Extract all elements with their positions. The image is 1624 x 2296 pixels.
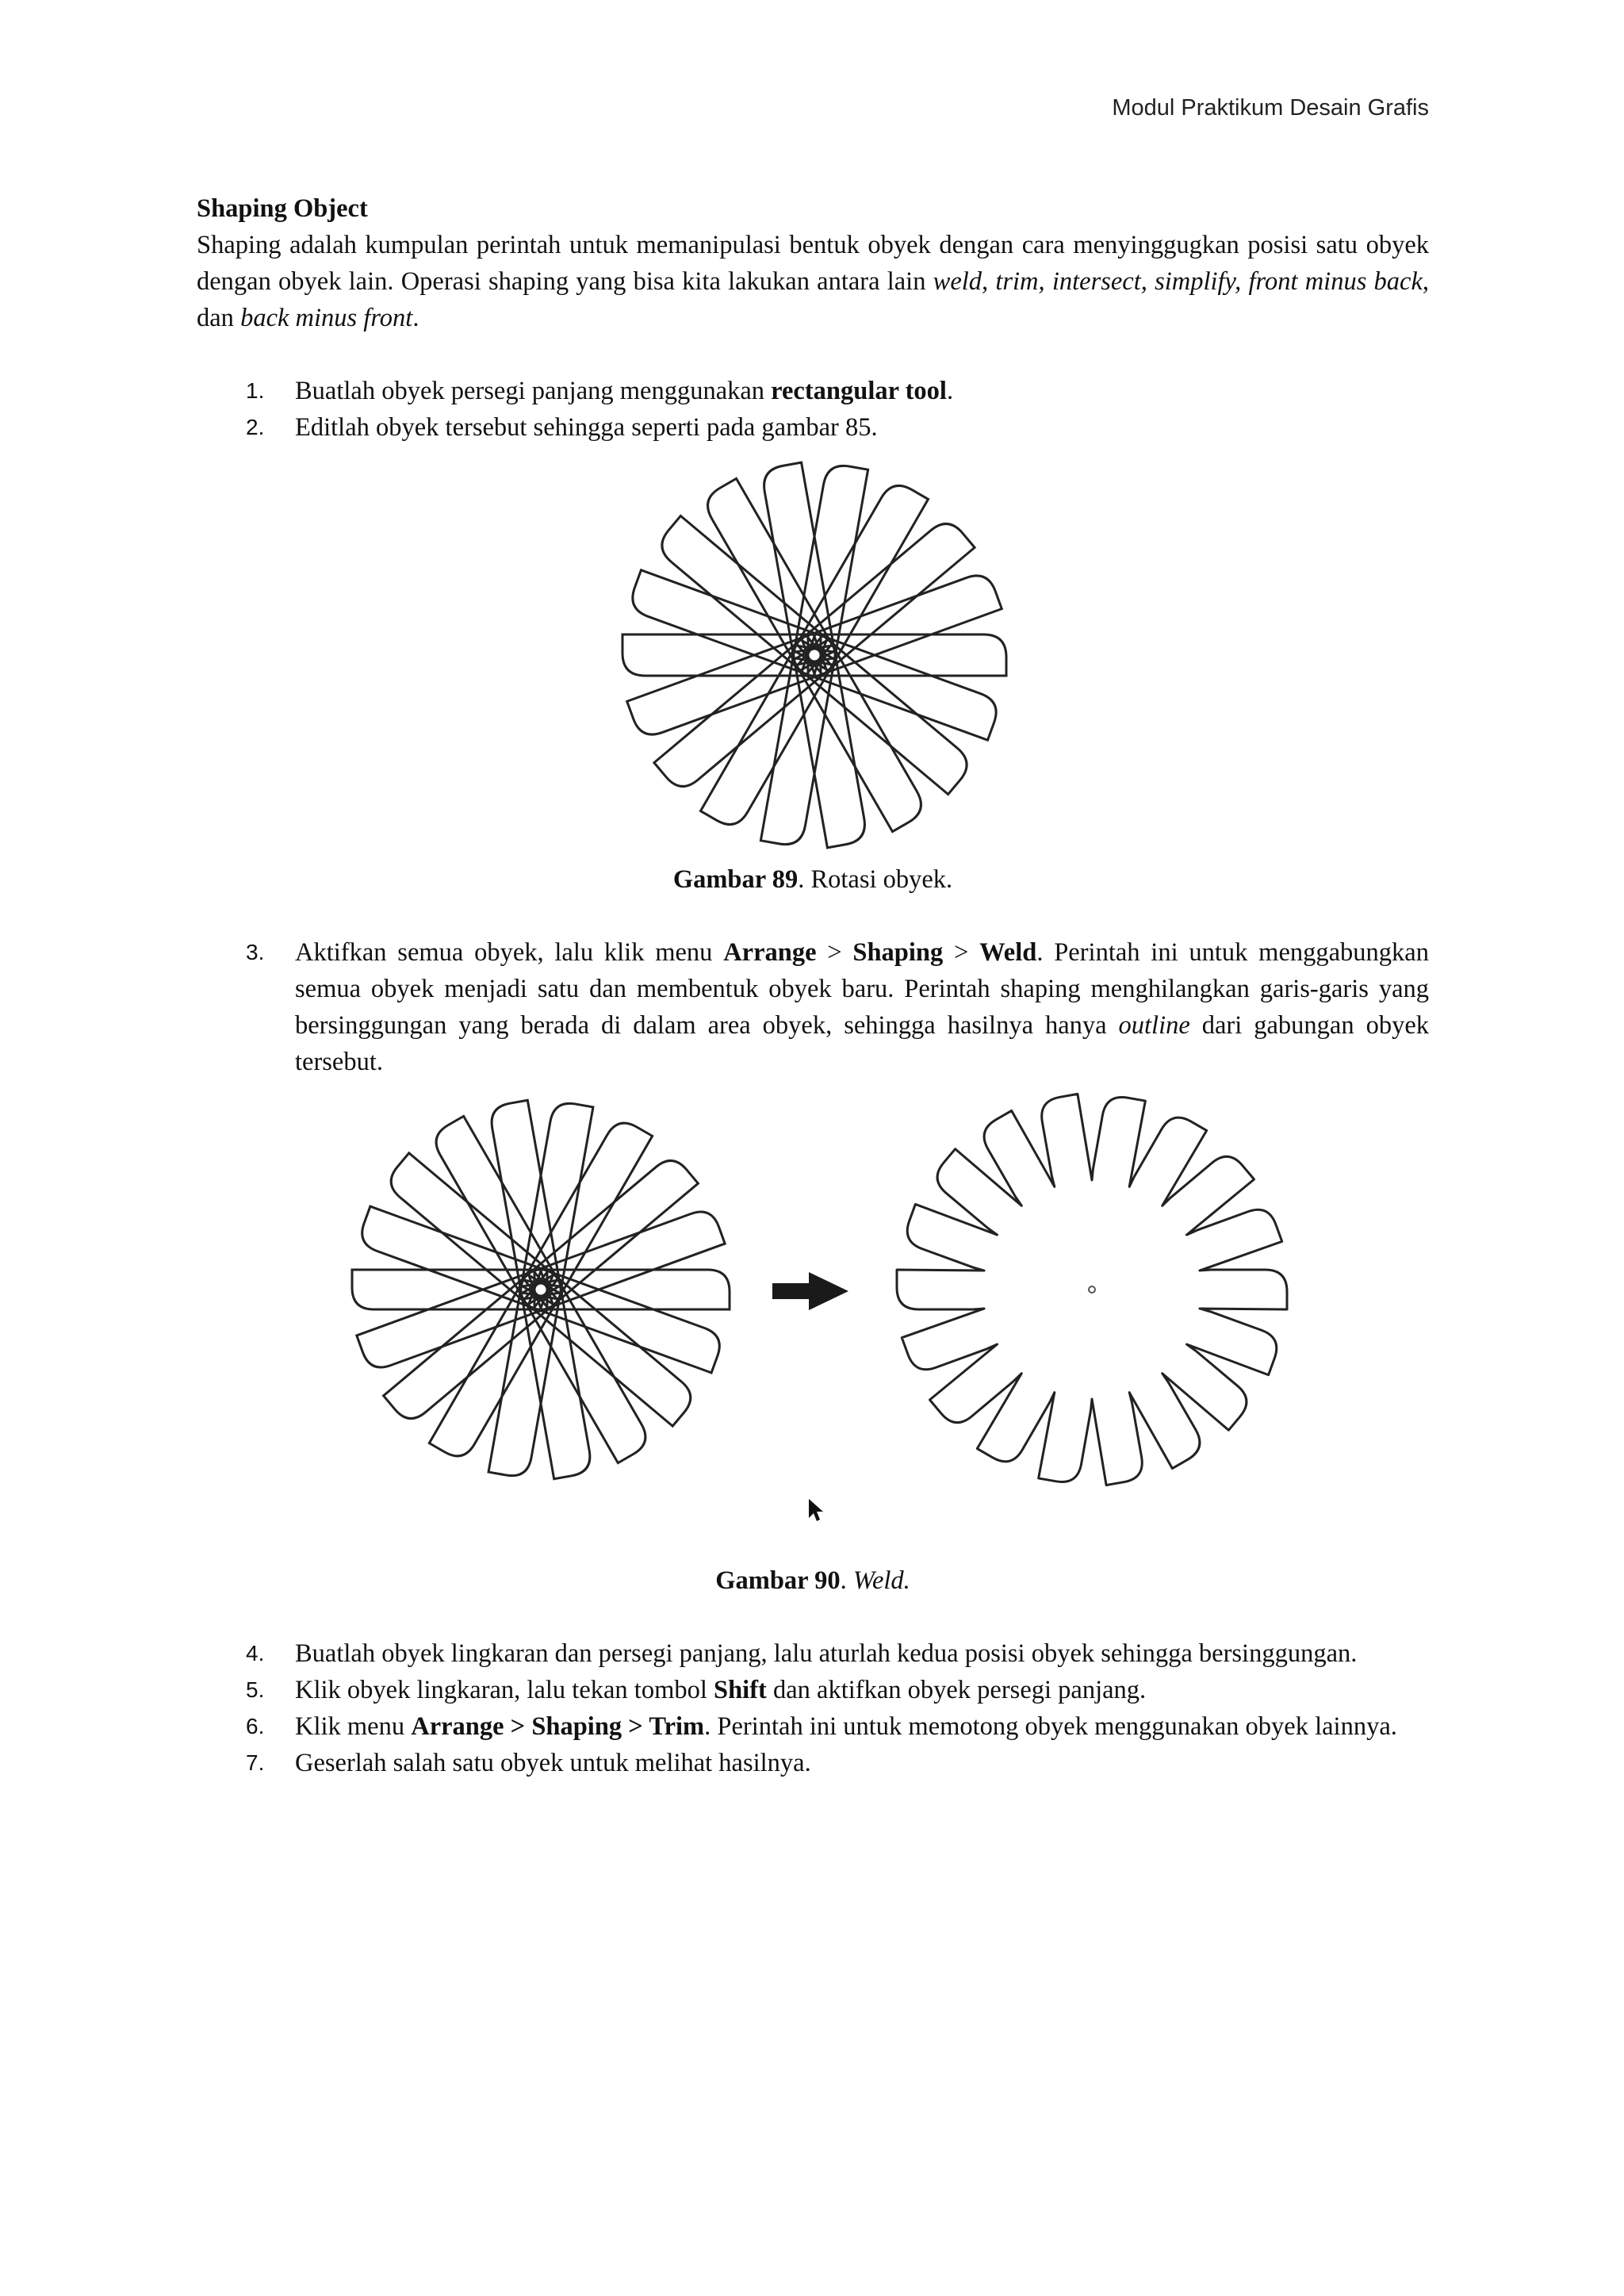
step-text-post: .: [946, 377, 954, 405]
step-7: [197, 1745, 1429, 1781]
caption-italic: Weld.: [852, 1566, 910, 1595]
figure-89: [197, 449, 1429, 858]
step-text: Buatlah obyek lingkaran dan persegi panjang, lalu aturlah kedua posisi obyek sehingga bersinggungan.: [295, 1639, 1358, 1668]
step-text: . Perintah ini untuk menggabungkan semua obyek menjadi satu dan membentuk obyek baru. Perintah shaping menghilangkan garis-garis yang bersinggungan yang berada di dalam area obyek, sehingga hasilnya hanya: [295, 938, 1429, 1040]
step-text-post: dan aktifkan obyek persegi panjang.: [766, 1676, 1147, 1704]
step-2: [197, 409, 1429, 446]
center-point: [1089, 1286, 1095, 1293]
step-number: 7.: [246, 1750, 265, 1775]
intro-italic-2: back minus front: [240, 304, 413, 332]
step-text: Editlah obyek tersebut sehingga seperti pada gambar 85.: [295, 413, 878, 442]
caption-label: Gambar 90: [715, 1566, 841, 1595]
menu-separator: >: [943, 938, 980, 967]
step-1: [197, 373, 1429, 409]
rotated-rectangles-figure: [197, 449, 1429, 858]
step-number: 6.: [246, 1714, 265, 1738]
steps-list-c: [197, 1635, 1429, 1781]
step-number: 5.: [246, 1677, 265, 1702]
welded-outline: [897, 1094, 1287, 1485]
right-arrow-icon: [772, 1272, 848, 1310]
section-title: Shaping Object: [197, 194, 368, 223]
step-number: 3.: [246, 940, 265, 964]
page-content: [197, 190, 1429, 1781]
steps-list-a: [197, 373, 1429, 446]
step-4: [197, 1635, 1429, 1672]
figure-89-caption: [197, 861, 1429, 898]
step-6: [197, 1708, 1429, 1745]
step-3: [197, 934, 1429, 1080]
figure-90: [197, 1087, 1429, 1562]
caption-label: Gambar 89: [672, 865, 799, 894]
key-shift: Shift: [714, 1676, 767, 1704]
caption-text: . Rotasi obyek.: [798, 865, 953, 894]
intro-text-3: .: [412, 304, 419, 332]
intro-paragraph: [197, 227, 1429, 336]
weld-after-group: [897, 1094, 1287, 1485]
step-number: 2.: [246, 415, 265, 439]
intro-italic-1: weld, trim, intersect, simplify, front minus back: [933, 267, 1423, 296]
step-5: [197, 1672, 1429, 1708]
step-number: 1.: [246, 378, 265, 403]
step-text: Klik menu: [295, 1712, 412, 1741]
step-text: dari gabungan obyek tersebut.: [295, 1011, 1429, 1076]
menu-separator: >: [816, 938, 853, 967]
menu-weld: Weld: [979, 938, 1037, 967]
step-number: 4.: [246, 1641, 265, 1665]
step-italic: outline: [1118, 1011, 1190, 1040]
menu-path-trim: Arrange > Shaping > Trim: [411, 1712, 705, 1741]
step-text-post: . Perintah ini untuk memotong obyek menggunakan obyek lainnya.: [704, 1712, 1397, 1741]
page-header: Modul Praktikum Desain Grafis: [1112, 95, 1429, 121]
weld-figure: [197, 1087, 1429, 1562]
menu-shaping: Shaping: [852, 938, 944, 967]
intro-text-1: Shaping adalah kumpulan perintah untuk memanipulasi bentuk obyek dengan cara menyinggugkan posisi satu obyek dengan obyek lain. Operasi shaping yang bisa kita lakukan antara lain: [197, 231, 1429, 296]
caption-text: .: [840, 1566, 853, 1595]
step-text: Buatlah obyek persegi panjang menggunakan: [295, 377, 772, 405]
step-bold: rectangular tool: [771, 377, 947, 405]
weld-before-group: [352, 1100, 730, 1478]
step-text: Klik obyek lingkaran, lalu tekan tombol: [295, 1676, 714, 1704]
rotated-petals-group: [622, 462, 1006, 848]
step-text: Geserlah salah satu obyek untuk melihat hasilnya.: [295, 1749, 811, 1777]
cursor-arrow-icon: [809, 1499, 823, 1521]
steps-list-b: [197, 934, 1429, 1080]
menu-arrange: Arrange: [723, 938, 817, 967]
intro-text-2: , dan: [197, 267, 1430, 332]
figure-90-caption: [197, 1562, 1429, 1599]
step-text: Aktifkan semua obyek, lalu klik menu: [295, 938, 724, 967]
